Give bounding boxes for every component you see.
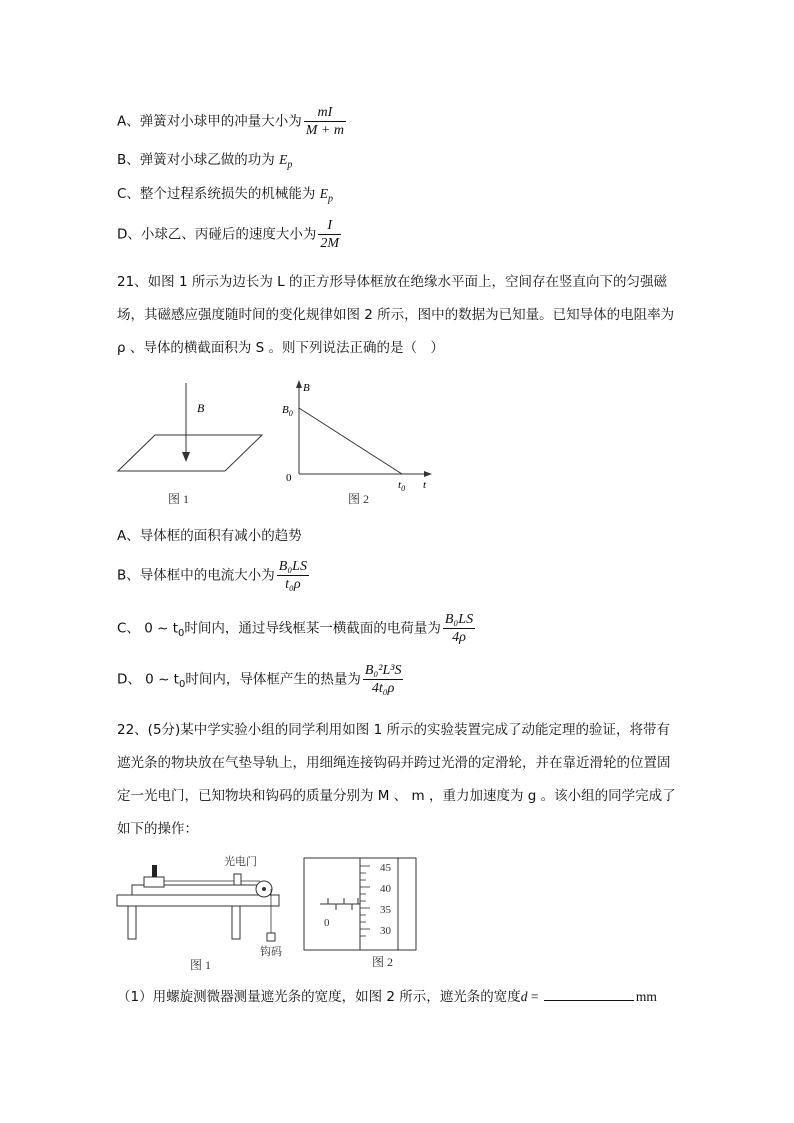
figure-2-caption: 图 2	[348, 492, 370, 506]
q21-option-d-text: 时间内，导体框产生的热量为	[185, 671, 361, 688]
origin-label: 0	[286, 472, 292, 484]
y-axis-label: B	[303, 382, 310, 394]
conductor-frame-plane	[118, 435, 262, 471]
q22-figure-2	[298, 854, 428, 972]
q20-option-a-text: A、弹簧对小球甲的冲量大小为	[117, 113, 302, 130]
answer-blank[interactable]	[544, 988, 634, 1001]
thimble-label-35: 35	[380, 904, 391, 916]
x-axis-arrow-icon	[424, 471, 432, 477]
block	[144, 877, 164, 887]
table-leg-left	[128, 906, 136, 939]
q20-option-c: C、整个过程系统损失的机械能为 $E_p$	[117, 186, 333, 205]
b0-label: $B_0$	[282, 404, 293, 418]
q22-part-1-text: （1）用螺旋测微器测量遮光条的宽度，如图 2 所示，遮光条的宽度	[117, 989, 521, 1005]
thimble-label-45: 45	[380, 862, 391, 874]
thimble-label-40: 40	[380, 883, 391, 895]
q21-option-d: D、 0 ~ $t_0$时间内，导体框产生的热量为 $\frac{\text{B₀²L³S}}{\text{4t₀ρ}}$	[117, 663, 402, 696]
b-decay-line	[299, 408, 402, 474]
q20-option-d-fraction: $\frac{I}{2M}$	[320, 218, 340, 251]
q21-option-b	[117, 558, 309, 593]
table-leg-right	[232, 906, 240, 939]
q21-option-c-text: 时间内，通过导线框某一横截面的电荷量为	[184, 620, 441, 637]
q20-option-a	[117, 104, 346, 139]
table-top	[117, 895, 279, 906]
shading-strip	[152, 865, 157, 877]
q20-option-d-text: D、小球乙、丙碰后的速度大小为	[117, 226, 317, 243]
t0-label: $t_0$	[398, 479, 406, 493]
q21-option-b-fraction: $\frac{\text{B₀LS}}{\text{t₀ρ}}$	[278, 559, 307, 592]
q21-figure-1	[110, 378, 270, 508]
q22-stem: 22、(5分)某中学实验小组的同学利用如图 1 所示的实验装置完成了动能定理的验证，将带有遮光条的物块放在气垫导轨上，用细绳连接钩码并跨过光滑的定滑轮，并在靠近滑轮的位置固定一光电门，已知物块和钩码的质量分别为 M 、 m ，重力加速度为 g 。该小组的同学完成了如下的操作：	[117, 722, 676, 837]
q21-option-d-fraction: $\frac{\text{B₀²L³S}}{\text{4t₀ρ}}$	[364, 663, 402, 696]
figure-1-caption: 图 1	[190, 958, 212, 972]
q21-option-c-fraction: $\frac{\text{B₀LS}}{4\rho}$	[444, 612, 474, 645]
figure-1-caption: 图 1	[168, 492, 190, 506]
q21-option-c: C、 0 ~ $t_0$时间内，通过导线框某一横截面的电荷量为 $\frac{\text{B₀LS}}{4\rho}$	[117, 612, 474, 645]
y-axis-arrow-icon	[296, 380, 302, 388]
figure-2-caption: 图 2	[372, 955, 394, 969]
arrow-head-icon	[182, 452, 190, 462]
q21-option-b-text: B、导体框中的电流大小为	[117, 567, 275, 584]
hook-weight	[267, 933, 275, 941]
q22-part-1: （1）用螺旋测微器测量遮光条的宽度，如图 2 所示，遮光条的宽度d = mm	[117, 989, 657, 1005]
q22-figure-1	[114, 845, 290, 973]
q20-option-d	[117, 217, 341, 252]
q21-option-a: A、导体框的面积有减小的趋势	[117, 528, 302, 544]
weight-label: 钩码	[260, 945, 282, 958]
photo-gate	[234, 874, 241, 885]
q21-figure-2	[280, 378, 440, 508]
x-axis-label: t	[423, 479, 427, 491]
q21-stem: 21、如图 1 所示为边长为 L 的正方形导体框放在绝缘水平面上，空间存在竖直向下的匀强磁场，其磁感应强度随时间的变化规律如图 2 所示，图中的数据为已知量。已知导体的电阻率为 ρ 、导体的横截面积为 S 。则下列说法正确的是（ ）	[117, 274, 675, 356]
thimble-label-30: 30	[380, 925, 391, 937]
q20-option-a-fraction: $\frac{mI}{M + m}$	[305, 105, 344, 138]
q20-option-c-text: C、整个过程系统损失的机械能为	[117, 186, 316, 202]
b-field-label: B	[197, 401, 205, 415]
photo-gate-label: 光电门	[224, 855, 257, 868]
q20-option-b: B、弹簧对小球乙做的功为 $E_p$	[117, 152, 293, 171]
q20-option-b-text: B、弹簧对小球乙做的功为	[117, 152, 275, 168]
sleeve-zero-label: 0	[324, 917, 330, 929]
